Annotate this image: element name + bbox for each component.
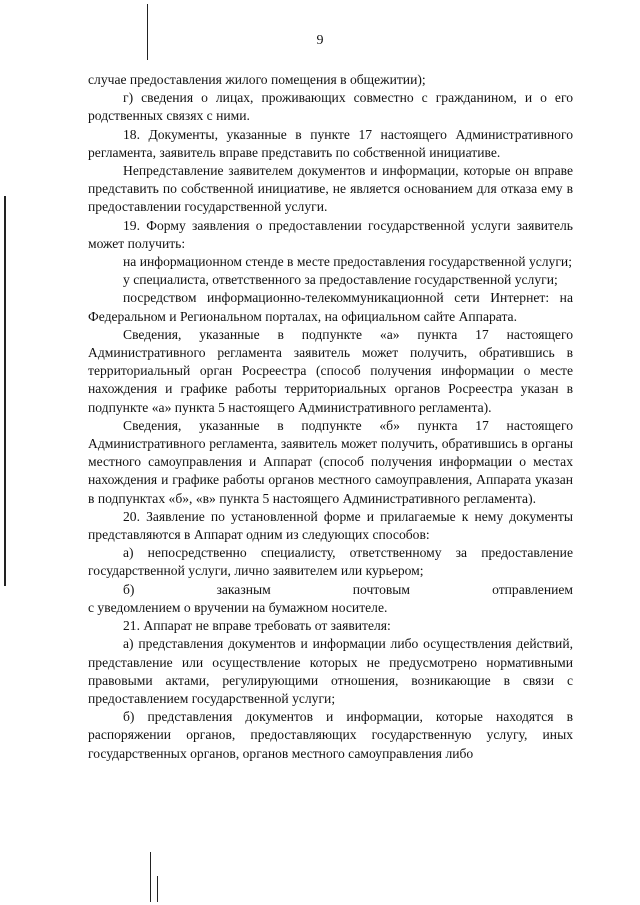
paragraph: 19. Форму заявления о предоставлении государственной услуги заявитель может получить: <box>88 217 573 251</box>
paragraph: б) представления документов и информации, которые находятся в распоряжении органов, предоставляющих государственную услугу, иных государственных органов, органов местного самоуправления либо <box>88 709 573 761</box>
paragraph: 20. Заявление по установленной форме и прилагаемые к нему документы представляются в Аппарат одним из следующих способов: <box>88 508 573 543</box>
paragraph: г) сведения о лицах, проживающих совместно с гражданином, и о его родственных связях с ними. <box>88 90 573 124</box>
paragraph: случае предоставления жилого помещения в общежитии); <box>88 72 426 87</box>
scan-mark-top <box>147 4 148 60</box>
paragraph: на информационном стенде в месте предоставления государственной услуги; <box>123 254 572 270</box>
postal-option-word: отправлением <box>492 581 573 597</box>
paragraph: у специалиста, ответственного за предоставление государственной услуги; <box>123 272 558 288</box>
paragraph: Непредставление заявителем документов и информации, которые он вправе представить по собственной инициативе, не является основанием для отказа ему в предоставлении государственной услуги. <box>88 163 573 215</box>
paragraph: а) непосредственно специалисту, ответственному за предоставление государственной услуги, лично заявителем или курьером; <box>88 545 573 579</box>
postal-option-line <box>88 581 573 599</box>
scan-mark-bottom <box>150 852 151 902</box>
paragraph-continuation: с уведомлением о вручении на бумажном носителе. <box>88 599 388 615</box>
postal-option-word: б) <box>123 581 135 597</box>
paragraph: посредством информационно-телекоммуникационной сети Интернет: на Федеральном и Региональном порталах, на официальном сайте Аппарата. <box>88 290 573 324</box>
paragraph: 18. Документы, указанные в пункте 17 настоящего Административного регламента, заявитель вправе представить по собственной инициативе. <box>88 126 573 160</box>
postal-option-word: заказным <box>216 581 271 597</box>
paragraph: 21. Аппарат не вправе требовать от заявителя: <box>123 618 391 634</box>
page-number: 9 <box>316 33 324 48</box>
scan-mark-bottom-2 <box>157 876 158 902</box>
postal-option-word: почтовым <box>352 581 411 597</box>
scan-mark-left <box>4 196 6 586</box>
paragraph: а) представления документов и информации либо осуществления действий, представление или осуществление которых не предусмотрено нормативными правовыми актами, регулирующими отношения, возникающие в связи с предоставлением государственной услуги; <box>88 636 573 706</box>
paragraph: Сведения, указанные в подпункте «б» пункта 17 настоящего Административного регламента, заявитель может получить, обратившись в органы местного самоуправления и Аппарат (способ получения информации о местах нахождения и графике работы органов местного самоуправления, Аппарата указан в подпунктах «б», «в» пункта 5 настоящего Административного регламента). <box>88 417 573 506</box>
document-body <box>88 71 573 763</box>
paragraph: Сведения, указанные в подпункте «а» пункта 17 настоящего Административного регламента заявитель может получить, обратившись в территориальный орган Росреестра (способ получения информации о месте нахождения и графике работы территориальных органов Росреестра указан в подпункте «а» пункта 5 настоящего Административного регламента). <box>88 326 573 415</box>
